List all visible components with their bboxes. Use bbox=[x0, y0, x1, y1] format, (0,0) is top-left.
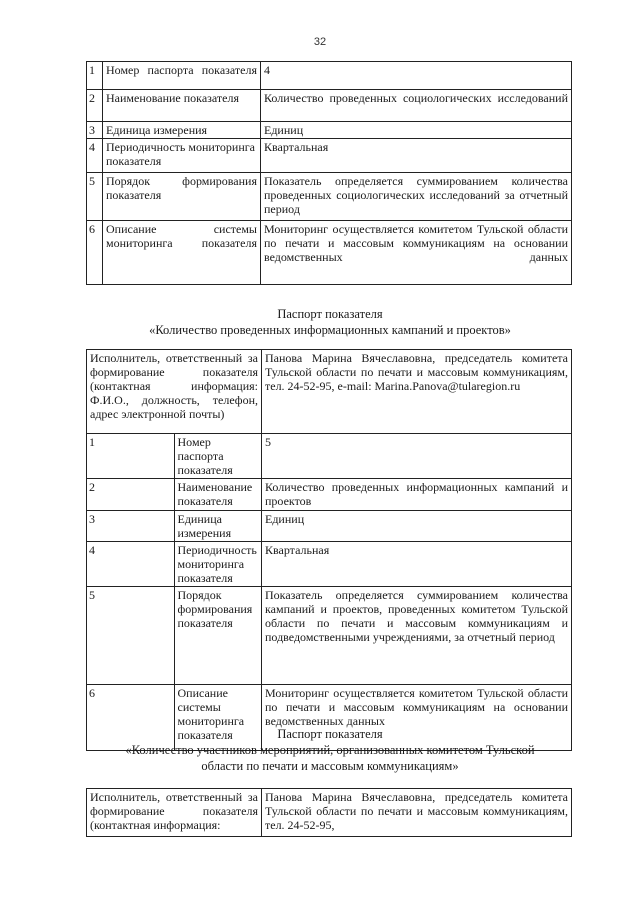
row-number: 3 bbox=[87, 511, 175, 542]
row-label: Единица измерения bbox=[174, 511, 262, 542]
row-value: Единиц bbox=[262, 511, 572, 542]
executor-row bbox=[87, 789, 572, 837]
row-number: 5 bbox=[87, 173, 103, 221]
row-value: Мониторинг осуществляется комитетом Тульской области по печати и массовым коммуникациям на основании ведомственных данных bbox=[262, 685, 572, 751]
executor-value: Панова Марина Вячеславовна, председатель комитета Тульской области по печати и массовым коммуникациям, тел. 24-52-95, e-mail: Marina.Panova@tularegion.ru bbox=[262, 350, 572, 434]
table-row bbox=[87, 511, 572, 542]
row-label: Периодичность мониторинга показателя bbox=[103, 139, 261, 173]
table-row bbox=[87, 221, 572, 285]
table-row bbox=[87, 62, 572, 90]
row-label: Описание системы мониторинга показателя bbox=[103, 221, 261, 285]
table-row bbox=[87, 587, 572, 685]
row-label: Номер паспорта показателя bbox=[174, 434, 262, 479]
row-value: Количество проведенных социологических исследований bbox=[261, 90, 572, 122]
heading-title: Паспорт показателя bbox=[277, 307, 383, 321]
table-row bbox=[87, 434, 572, 479]
heading-subtitle: «Количество участников мероприятий, организованных комитетом Тульской bbox=[125, 743, 535, 757]
table-row bbox=[87, 479, 572, 511]
passport-table-4 bbox=[86, 61, 572, 285]
table-row bbox=[87, 90, 572, 122]
row-value: Единиц bbox=[261, 122, 572, 139]
row-label: Периодичность мониторинга показателя bbox=[174, 542, 262, 587]
table-row bbox=[87, 542, 572, 587]
row-label: Описание системы мониторинга показателя bbox=[174, 685, 262, 751]
table-row bbox=[87, 173, 572, 221]
row-label: Единица измерения bbox=[103, 122, 261, 139]
page-number: 32 bbox=[313, 36, 327, 48]
row-label: Порядок формирования показателя bbox=[174, 587, 262, 685]
row-label: Номер паспорта показателя bbox=[103, 62, 261, 90]
row-number: 2 bbox=[87, 479, 175, 511]
row-number: 1 bbox=[87, 434, 175, 479]
heading-title: Паспорт показателя bbox=[277, 727, 383, 741]
passport-table-6 bbox=[86, 788, 572, 837]
passport-heading-6 bbox=[80, 726, 580, 774]
row-number: 6 bbox=[87, 685, 175, 751]
row-value: 4 bbox=[261, 62, 572, 90]
table-row bbox=[87, 122, 572, 139]
row-number: 6 bbox=[87, 221, 103, 285]
table-row bbox=[87, 139, 572, 173]
row-number: 3 bbox=[87, 122, 103, 139]
row-label: Порядок формирования показателя bbox=[103, 173, 261, 221]
row-value: Квартальная bbox=[262, 542, 572, 587]
executor-value: Панова Марина Вячеславовна, председатель комитета Тульской области по печати и массовым коммуникациям, тел. 24-52-95, bbox=[262, 789, 572, 837]
row-number: 2 bbox=[87, 90, 103, 122]
row-number: 1 bbox=[87, 62, 103, 90]
executor-label: Исполнитель, ответственный за формирование показателя (контактная информация: Ф.И.О., должность, телефон, адрес электронной почты) bbox=[87, 350, 262, 434]
row-value: Показатель определяется суммированием количества проведенных социологических исследований за отчетный период bbox=[261, 173, 572, 221]
row-value: 5 bbox=[262, 434, 572, 479]
heading-subtitle: «Количество проведенных информационных кампаний и проектов» bbox=[149, 323, 511, 337]
heading-subtitle-cont: области по печати и массовым коммуникациям» bbox=[201, 759, 459, 773]
row-label: Наименование показателя bbox=[174, 479, 262, 511]
row-number: 4 bbox=[87, 542, 175, 587]
executor-row bbox=[87, 350, 572, 434]
executor-label: Исполнитель, ответственный за формирование показателя (контактная информация: bbox=[87, 789, 262, 837]
passport-table-5 bbox=[86, 349, 572, 751]
row-value: Мониторинг осуществляется комитетом Тульской области по печати и массовым коммуникациям на основании ведомственных данных bbox=[261, 221, 572, 285]
row-value: Количество проведенных информационных кампаний и проектов bbox=[262, 479, 572, 511]
row-value: Показатель определяется суммированием количества кампаний и проектов, проведенных комитетом Тульской области по печати и массовым коммуникациям и подведомственными учреждениями, за отчетный период bbox=[262, 587, 572, 685]
row-number: 5 bbox=[87, 587, 175, 685]
row-label: Наименование показателя bbox=[103, 90, 261, 122]
row-number: 4 bbox=[87, 139, 103, 173]
row-value: Квартальная bbox=[261, 139, 572, 173]
passport-heading-5 bbox=[80, 306, 580, 338]
